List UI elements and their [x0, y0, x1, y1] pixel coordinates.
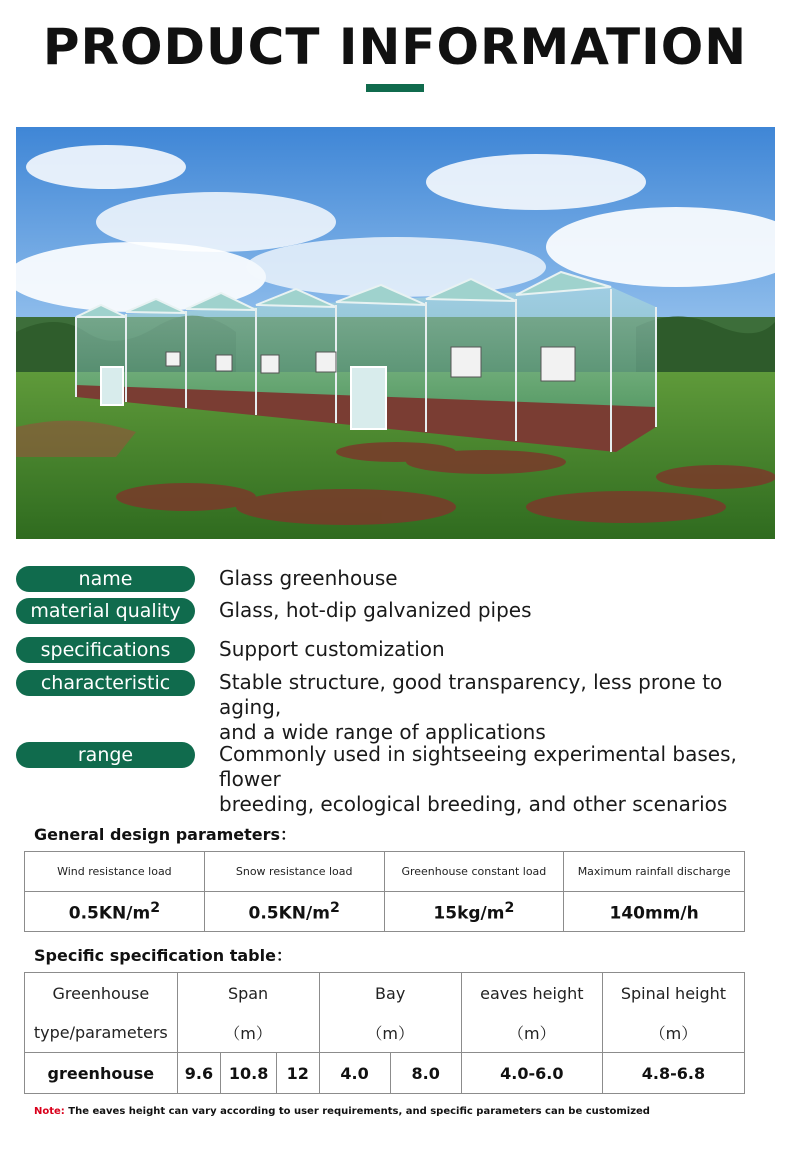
- page-title: PRODUCT INFORMATION: [42, 18, 748, 76]
- bay-unit: （m）: [319, 1013, 461, 1053]
- col-eaves-label: eaves height: [461, 973, 602, 1014]
- value-text: 15kg/m: [433, 903, 505, 924]
- info-value-range: [219, 742, 774, 817]
- header-cell: Maximum rainfall discharge: [564, 852, 745, 892]
- col-type-params-label: type/parameters: [25, 1013, 178, 1053]
- value-cell: [384, 892, 564, 932]
- spec-table: [24, 972, 745, 1094]
- range-line-1: Commonly used in sightseeing experimental bases, flower: [219, 742, 737, 791]
- label-pill-material: material quality: [16, 598, 195, 624]
- label-pill-characteristic: characteristic: [16, 670, 195, 696]
- value-cell: [204, 892, 384, 932]
- value-cell: [25, 892, 205, 932]
- label-pill-specifications: specifications: [16, 637, 195, 663]
- eaves-value: 4.0-6.0: [461, 1053, 602, 1094]
- general-params-table: [24, 851, 745, 932]
- info-value-specifications: Support customization: [219, 637, 445, 661]
- span-value: 12: [276, 1053, 319, 1094]
- label-pill-range: range: [16, 742, 195, 768]
- span-value: 10.8: [221, 1053, 277, 1094]
- header-cell: Greenhouse constant load: [384, 852, 564, 892]
- value-superscript: 2: [150, 899, 161, 916]
- value-text: 140mm/h: [609, 903, 699, 924]
- characteristic-line-1: Stable structure, good transparency, less prone to aging,: [219, 670, 723, 719]
- greenhouse-illustration: [16, 127, 775, 539]
- general-params-title: General design parameters：: [34, 825, 297, 844]
- note: [34, 1106, 650, 1117]
- value-text: 0.5KN/m: [68, 903, 151, 924]
- header-cell: Wind resistance load: [25, 852, 205, 892]
- spinal-value: 4.8-6.8: [602, 1053, 744, 1094]
- title-underline: [366, 84, 424, 92]
- value-superscript: 2: [504, 899, 515, 916]
- info-value-characteristic: [219, 670, 774, 745]
- spec-data-row: [25, 1053, 745, 1094]
- spec-header-row-1: [25, 973, 745, 1014]
- general-params-value-row: [25, 892, 745, 932]
- range-line-2: breeding, ecological breeding, and other scenarios: [219, 792, 728, 816]
- col-greenhouse-label: Greenhouse: [25, 973, 178, 1014]
- type-cell: greenhouse: [25, 1053, 178, 1094]
- spinal-unit: （m）: [602, 1013, 744, 1053]
- characteristic-line-2: and a wide range of applications: [219, 720, 546, 744]
- span-value: 9.6: [177, 1053, 221, 1094]
- general-params-header-row: [25, 852, 745, 892]
- spec-header-row-2: [25, 1013, 745, 1053]
- spec-table-title: Specific specification table：: [34, 946, 292, 965]
- col-spinal-label: Spinal height: [602, 973, 744, 1014]
- col-span-label: Span: [177, 973, 319, 1014]
- info-value-name: Glass greenhouse: [219, 566, 398, 590]
- greenhouse-photo: [16, 127, 775, 539]
- value-cell: [564, 892, 745, 932]
- eaves-unit: （m）: [461, 1013, 602, 1053]
- header-cell: Snow resistance load: [204, 852, 384, 892]
- col-bay-label: Bay: [319, 973, 461, 1014]
- label-pill-name: name: [16, 566, 195, 592]
- span-unit: （m）: [177, 1013, 319, 1053]
- bay-value: 4.0: [319, 1053, 390, 1094]
- value-text: 0.5KN/m: [248, 903, 330, 924]
- info-value-material: Glass, hot-dip galvanized pipes: [219, 598, 532, 622]
- value-superscript: 2: [329, 899, 340, 916]
- note-text: The eaves height can vary according to user requirements, and specific parameters can be customized: [64, 1106, 650, 1117]
- bay-value: 8.0: [390, 1053, 461, 1094]
- note-label: Note:: [34, 1106, 65, 1117]
